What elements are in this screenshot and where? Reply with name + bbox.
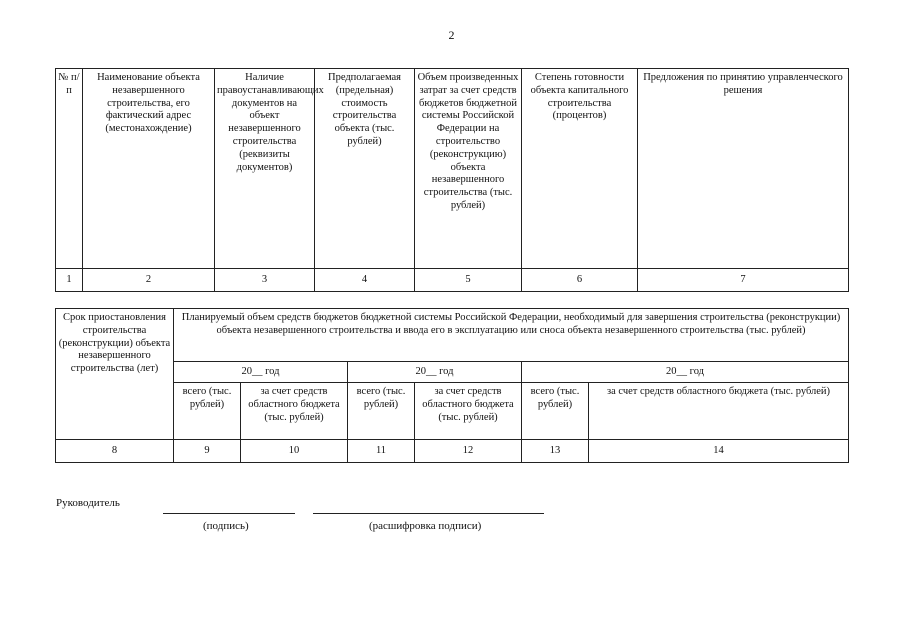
column-number: 2 [83, 269, 215, 292]
signature-label: Руководитель [56, 497, 120, 509]
signature-decode-line [313, 513, 544, 514]
year-header: 20__ год [348, 362, 522, 383]
page-number: 2 [448, 28, 455, 42]
column-number: 8 [56, 440, 174, 463]
subheader-regional-budget: за счет средств областного бюджета (тыс. рублей) [589, 383, 849, 440]
header-estimated-cost: Предполагаемая (предельная) стоимость строительства объекта (тыс. рублей) [315, 69, 415, 269]
signature-decode-caption: (расшифровка подписи) [369, 520, 482, 532]
column-number: 14 [589, 440, 849, 463]
header-object-name: Наименование объекта незавершенного строительства, его фактический адрес (местонахождение) [83, 69, 215, 269]
table2-year-row [56, 362, 849, 383]
column-number: 3 [215, 269, 315, 292]
column-number: 5 [415, 269, 522, 292]
signature-caption: (подпись) [203, 520, 249, 532]
header-title-documents: Наличие правоустанавливающих документов на объект незавершенного строительства (реквизиты документов) [215, 69, 315, 269]
planned-funding-table [55, 308, 849, 463]
header-readiness-degree: Степень готовности объекта капитального строительства (процентов) [522, 69, 638, 269]
table2-number-row [56, 440, 849, 463]
header-planned-funding: Планируемый объем средств бюджетов бюджетной системы Российской Федерации, необходимый для завершения строительства (реконструкции) объекта незавершенного строительства и ввода его в эксплуатацию или сноса объекта незавершенного строительства (тыс. рублей) [174, 309, 849, 362]
table1-number-row [56, 269, 849, 292]
subheader-regional-budget: за счет средств областного бюджета (тыс. рублей) [241, 383, 348, 440]
header-suspension-period: Срок приостановления строительства (реконструкции) объекта незавершенного строительства (лет) [56, 309, 174, 440]
header-management-proposals: Предложения по принятию управленческого решения [638, 69, 849, 269]
column-number: 4 [315, 269, 415, 292]
header-costs-incurred: Объем произведенных затрат за счет средств бюджетов бюджетной системы Российской Федерации на строительство (реконструкцию) объекта незавершенного строительства (тыс. рублей) [415, 69, 522, 269]
column-number: 13 [522, 440, 589, 463]
column-number: 6 [522, 269, 638, 292]
year-header: 20__ год [522, 362, 849, 383]
table2-header-row [56, 309, 849, 362]
header-row-number: № п/п [56, 69, 83, 269]
table1-header-row [56, 69, 849, 269]
column-number: 12 [415, 440, 522, 463]
column-number: 11 [348, 440, 415, 463]
subheader-total: всего (тыс. рублей) [348, 383, 415, 440]
object-info-table [55, 68, 849, 292]
subheader-total: всего (тыс. рублей) [174, 383, 241, 440]
column-number: 1 [56, 269, 83, 292]
subheader-total: всего (тыс. рублей) [522, 383, 589, 440]
year-header: 20__ год [174, 362, 348, 383]
column-number: 9 [174, 440, 241, 463]
column-number: 10 [241, 440, 348, 463]
signature-line [163, 513, 295, 514]
table2-subheader-row [56, 383, 849, 440]
subheader-regional-budget: за счет средств областного бюджета (тыс. рублей) [415, 383, 522, 440]
column-number: 7 [638, 269, 849, 292]
